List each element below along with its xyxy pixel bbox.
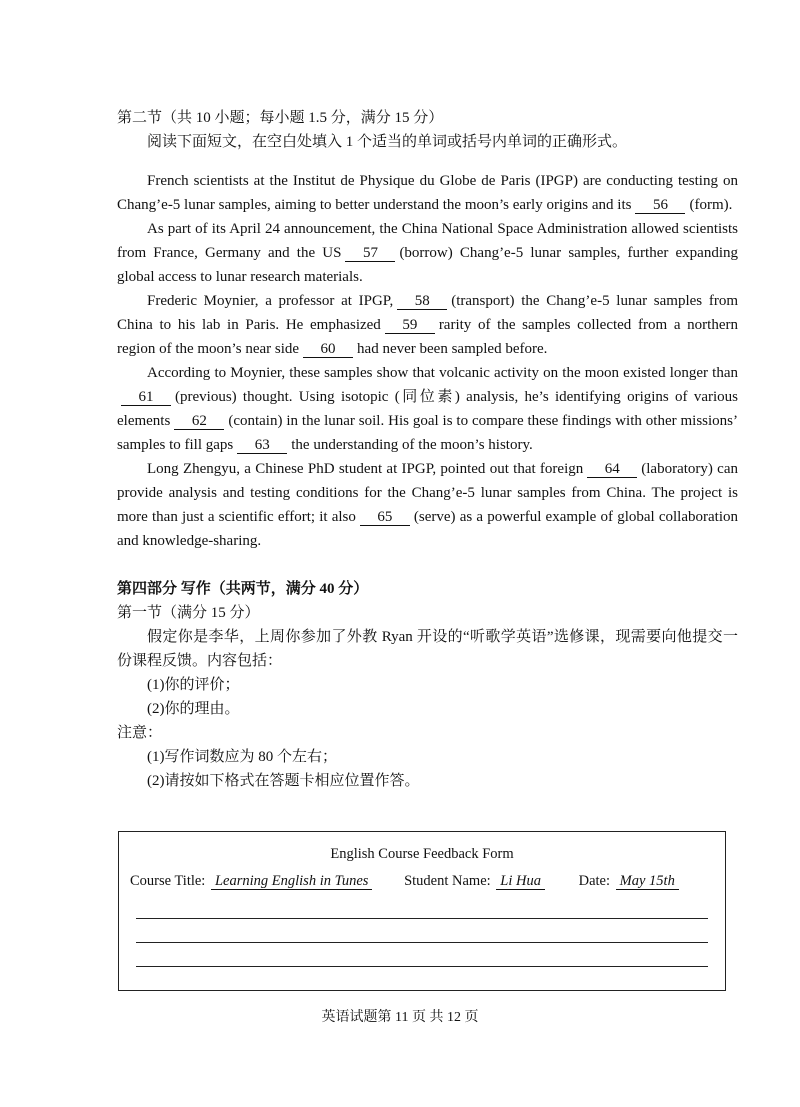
blank-58: 58 (397, 293, 447, 310)
student-name-value: Li Hua (496, 873, 545, 890)
text: (contain) in the lunar soil. His goal is to compare these findings with other missions’ samples to fill gaps (117, 413, 738, 453)
note-label: 注意： (117, 725, 163, 741)
text: (form). (689, 197, 733, 213)
writing-prompt: 假定你是李华，上周你参加了外教 Ryan 开设的“听歌学英语”选修课，现需要向他提交一份课程反馈。内容包括： (117, 629, 738, 669)
text: Long Zhengyu, a Chinese PhD student at IPGP, pointed out that foreign (147, 461, 584, 477)
blank-61: 61 (121, 389, 171, 406)
page-footer: 英语试题第 11 页 共 12 页 (321, 1010, 479, 1025)
text: (previous) thought. Using isotopic (同位素) analysis, he’s identifying origins of various elements (117, 389, 738, 429)
blank-65: 65 (360, 509, 410, 526)
prompt-item: (2)你的理由。 (147, 701, 240, 717)
prompt-item: (1)你的评价； (147, 677, 240, 693)
note-item: (2)请按如下格式在答题卡相应位置作答。 (147, 773, 420, 789)
text: As part of its April 24 announcement, the China National Space Administration allowed scientists from France, Germany and the US (117, 221, 738, 261)
blank-57: 57 (345, 245, 395, 262)
passage-paragraph (117, 289, 738, 361)
text: Frederic Moynier, a professor at IPGP, (147, 293, 394, 309)
text: the understanding of the moon’s history. (291, 437, 533, 453)
course-title-label: Course Title: (130, 873, 206, 889)
section-heading: 第二节（共 10 小题；每小题 1.5 分，满分 15 分） (117, 110, 444, 126)
text: (transport) the Chang’e-5 lunar samples from China to his lab in Paris. He emphasized (117, 293, 738, 333)
note-item: (1)写作词数应为 80 个左右； (147, 749, 337, 765)
feedback-form (118, 831, 726, 991)
form-header-row (130, 873, 725, 890)
passage-paragraph (117, 217, 738, 289)
part4-heading: 第四部分 写作（共两节，满分 40 分） (117, 581, 369, 597)
writing-line (136, 966, 708, 967)
student-name-label: Student Name: (404, 873, 491, 889)
passage-paragraph (117, 457, 738, 553)
text: French scientists at the Institut de Physique du Globe de Paris (IPGP) are conducting testing on Chang’e-5 lunar samples, aiming to better understand the moon’s early origins and its (117, 173, 738, 213)
text: (borrow) Chang’e-5 lunar samples, further expanding global access to lunar research materials. (117, 245, 739, 285)
text: According to Moynier, these samples show that volcanic activity on the moon existed longer than (147, 365, 738, 381)
writing-line (136, 918, 708, 919)
text: (serve) as a powerful example of global collaboration and knowledge-sharing. (117, 509, 738, 549)
blank-63: 63 (237, 437, 287, 454)
passage-paragraph (117, 169, 738, 217)
blank-60: 60 (303, 341, 353, 358)
part4-subheading: 第一节（满分 15 分） (117, 605, 260, 621)
section-instruction: 阅读下面短文，在空白处填入 1 个适当的单词或括号内单词的正确形式。 (147, 134, 628, 150)
blank-59: 59 (385, 317, 435, 334)
text: had never been sampled before. (357, 341, 548, 357)
course-title-value: Learning English in Tunes (211, 873, 372, 890)
blank-64: 64 (587, 461, 637, 478)
passage-paragraph (117, 361, 738, 457)
writing-line (136, 942, 708, 943)
date-value: May 15th (616, 873, 679, 890)
text: rarity of the samples collected from a northern region of the moon’s near side (117, 317, 738, 357)
blank-62: 62 (174, 413, 224, 430)
text: (laboratory) can provide analysis and testing conditions for the Chang’e-5 lunar samples from China. The project is more than just a scientific effort; it also (117, 461, 738, 525)
exam-page (117, 106, 738, 793)
blank-56: 56 (635, 197, 685, 214)
form-title: English Course Feedback Form (330, 846, 514, 862)
date-label: Date: (578, 873, 611, 889)
